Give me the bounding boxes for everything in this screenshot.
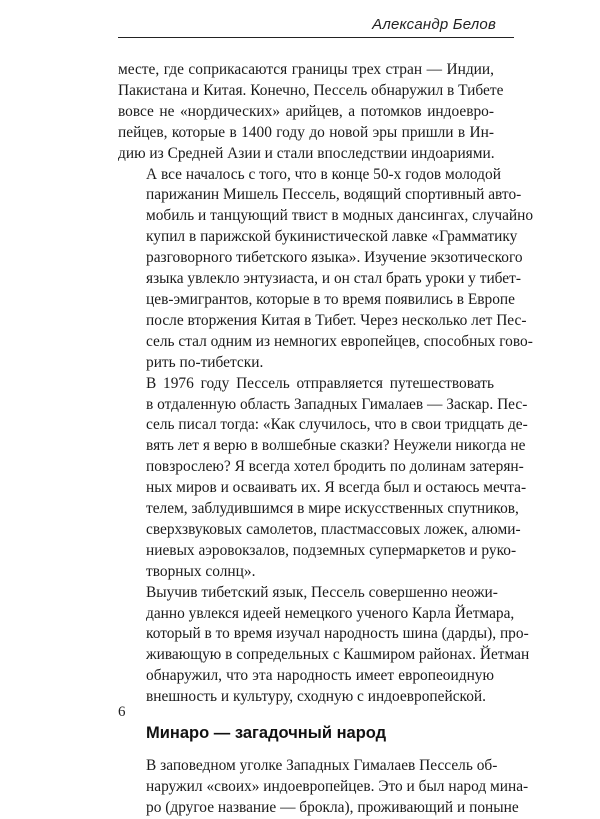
text-line: вять лет я верю в волшебные сказки? Неужели никогда не <box>146 437 526 455</box>
text-line: сель стал одним из немногих европейцев, способных гово- <box>146 332 533 350</box>
text-line: В 1976 году Пессель отправляется путешествовать <box>146 374 494 392</box>
text-line: повзрослею? Я всегда хотел бродить по долинам затерян- <box>146 458 524 476</box>
text-line: Выучив тибетский язык, Пессель совершенно неожи- <box>146 583 498 601</box>
page-number: 6 <box>118 704 126 720</box>
text-line: сель писал тогда: «Как случилось, что в свои тридцать де- <box>146 416 528 434</box>
text-line: внешность и культуру, сходную с индоевропейской. <box>146 688 487 706</box>
header-rule <box>118 37 514 38</box>
text-line: купил в парижской букинистической лавке «Грамматику <box>146 228 518 246</box>
text-line: телем, заблудившимся в мире искусственных спутников, <box>146 500 519 518</box>
text-line: обнаружил, что эта народность имеет европеоидную <box>146 667 494 685</box>
text-line: вовсе не «нордических» арийцев, а потомков индоевро- <box>118 102 494 120</box>
text-line: наружил «своих» индоевропейцев. Это и был народ мина- <box>146 778 529 795</box>
paragraph-p5 <box>118 756 529 819</box>
text-line: А все началось с того, что в конце 50-х годов молодой <box>146 165 501 183</box>
running-header <box>118 14 514 38</box>
text-line: мобиль и танцующий твист в модных дансингах, случайно <box>146 207 534 225</box>
text-line: живающую в сопредельных с Кашмиром районах. Йетман <box>146 646 530 664</box>
text-line: разговорного тибетского языка». Изучение экзотического <box>146 249 523 267</box>
text-line: ниевых аэровокзалов, подземных супермаркетов и руко- <box>146 541 517 559</box>
section-heading: Минаро — загадочный народ <box>146 724 387 743</box>
text-line: рить по-тибетски. <box>146 353 264 371</box>
text-line: парижанин Мишель Пессель, водящий спортивный авто- <box>146 186 522 204</box>
text-line: цев-эмигрантов, которые в то время появились в Европе <box>146 290 515 308</box>
text-line: дию из Средней Азии и стали впоследствии индоариями. <box>118 144 495 162</box>
paragraph-p4 <box>118 583 530 708</box>
paragraphs-container <box>118 60 534 708</box>
running-header-author: Александр Белов <box>372 16 496 33</box>
text-line: в отдаленную область Западных Гималаев — Заскар. Пес- <box>146 395 528 413</box>
text-line: месте, где соприкасаются границы трех стран — Индии, <box>118 61 494 78</box>
text-line: языка увлекло энтузиаста, и он стал брать уроки у тибет- <box>146 270 521 288</box>
paragraph-p1 <box>118 60 504 165</box>
paragraph-p2 <box>118 165 534 374</box>
text-line: после вторжения Китая в Тибет. Через несколько лет Пес- <box>146 311 527 329</box>
text-line: ро (другое название — брокла), проживающий и поныне <box>146 798 519 816</box>
body-text <box>118 60 534 819</box>
text-line: который в то время изучал народность шина (дарды), про- <box>146 625 529 643</box>
text-line: данно увлекся идеей немецкого ученого Карла Йетмара, <box>146 604 515 622</box>
text-line: пейцев, которые в 1400 году до новой эры пришли в Ин- <box>118 123 494 141</box>
final-paragraph-container <box>118 756 529 819</box>
paragraph-p3 <box>118 374 528 583</box>
text-line: творных солнц». <box>146 562 256 580</box>
text-line: Пакистана и Китая. Конечно, Пессель обнаружил в Тибете <box>118 81 504 99</box>
text-line: ных миров и осваивать их. Я всегда был и остаюсь мечта- <box>146 479 527 497</box>
text-line: сверхзвуковых самолетов, пластмассовых ложек, алюми- <box>146 520 521 538</box>
text-line: В заповедном уголке Западных Гималаев Пессель об- <box>146 757 498 775</box>
